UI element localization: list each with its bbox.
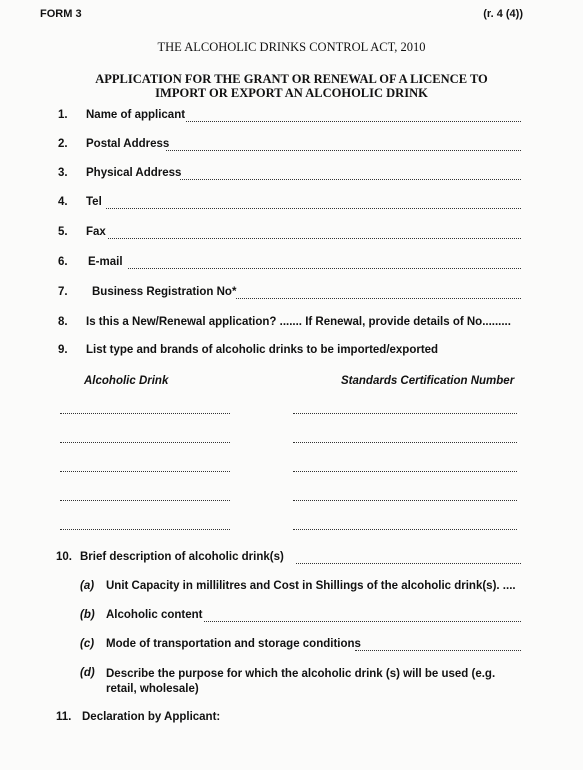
certification-number-input-line[interactable] bbox=[293, 413, 517, 414]
certification-number-input-line[interactable] bbox=[293, 500, 517, 501]
field-label: Postal Address bbox=[86, 138, 170, 150]
act-title: THE ALCOHOLIC DRINKS CONTROL ACT, 2010 bbox=[157, 40, 426, 54]
field-label[interactable]: Is this a New/Renewal application? ....... If Renewal, provide details of No......... bbox=[86, 316, 511, 328]
field-label: Physical Address bbox=[86, 167, 182, 179]
certification-number-input-line[interactable] bbox=[293, 442, 517, 443]
column-header-standards-certification: Standards Certification Number bbox=[341, 375, 515, 387]
column-header-alcoholic-drink: Alcoholic Drink bbox=[84, 375, 169, 387]
application-title bbox=[0, 72, 583, 100]
item-number: 4. bbox=[58, 196, 68, 208]
subfield-tag: (c) bbox=[80, 638, 95, 650]
subfield-label[interactable]: Describe the purpose for which the alcoholic drink (s) will be used (e.g. retail, wholesale) bbox=[106, 668, 496, 695]
application-title-line-1: APPLICATION FOR THE GRANT OR RENEWAL OF A LICENCE TO bbox=[95, 72, 488, 86]
field-label: Tel bbox=[86, 196, 102, 208]
subfield-transport-storage bbox=[0, 638, 583, 654]
certification-number-input-line[interactable] bbox=[293, 529, 517, 530]
transport-storage-input-line[interactable] bbox=[355, 650, 521, 651]
item-number: 5. bbox=[58, 226, 68, 238]
subfield-alcoholic-content bbox=[0, 609, 583, 625]
field-business-registration bbox=[0, 286, 583, 302]
field-email bbox=[0, 256, 583, 272]
drink-name-input-line[interactable] bbox=[60, 500, 230, 501]
field-brief-description bbox=[0, 551, 583, 567]
item-number: 10. bbox=[56, 551, 72, 563]
field-label: Name of applicant bbox=[86, 109, 186, 121]
field-label: E-mail bbox=[88, 256, 123, 268]
field-physical-address bbox=[0, 167, 583, 183]
item-number: 6. bbox=[58, 256, 68, 268]
field-name-of-applicant bbox=[0, 109, 583, 125]
alcoholic-content-input-line[interactable] bbox=[204, 621, 521, 622]
field-drink-list bbox=[0, 344, 583, 360]
application-title-line-2: IMPORT OR EXPORT AN ALCOHOLIC DRINK bbox=[155, 86, 428, 100]
physical-address-input-line[interactable] bbox=[180, 179, 521, 180]
field-label: List type and brands of alcoholic drinks to be imported/exported bbox=[86, 344, 439, 356]
item-number: 2. bbox=[58, 138, 68, 150]
field-application-type bbox=[0, 316, 583, 332]
item-number: 9. bbox=[58, 344, 68, 356]
subfield-label: Mode of transportation and storage conditions bbox=[106, 638, 361, 650]
item-number: 8. bbox=[58, 316, 68, 328]
item-number: 11. bbox=[56, 711, 72, 723]
drink-name-input-line[interactable] bbox=[60, 442, 230, 443]
field-postal-address bbox=[0, 138, 583, 154]
item-number: 1. bbox=[58, 109, 68, 121]
fax-input-line[interactable] bbox=[108, 238, 521, 239]
drink-name-input-line[interactable] bbox=[60, 413, 230, 414]
item-number: 7. bbox=[58, 286, 68, 298]
form-number: FORM 3 bbox=[40, 8, 82, 20]
field-label: Business Registration No* bbox=[92, 286, 237, 298]
business-registration-input-line[interactable] bbox=[236, 298, 521, 299]
subfield-tag: (a) bbox=[80, 580, 95, 592]
field-label: Declaration by Applicant: bbox=[82, 711, 221, 723]
item-number: 3. bbox=[58, 167, 68, 179]
subfield-label: Alcoholic content bbox=[106, 609, 203, 621]
field-label: Fax bbox=[86, 226, 106, 238]
subfield-tag: (d) bbox=[80, 667, 95, 679]
regulation-reference: (r. 4 (4)) bbox=[483, 8, 523, 20]
email-input-line[interactable] bbox=[128, 268, 521, 269]
postal-address-input-line[interactable] bbox=[166, 150, 521, 151]
drink-name-input-line[interactable] bbox=[60, 529, 230, 530]
field-fax bbox=[0, 226, 583, 242]
field-label: Brief description of alcoholic drink(s) bbox=[80, 551, 284, 563]
applicant-name-input-line[interactable] bbox=[186, 121, 521, 122]
brief-description-input-line[interactable] bbox=[296, 563, 521, 564]
tel-input-line[interactable] bbox=[106, 208, 521, 209]
subfield-label[interactable]: Unit Capacity in millilitres and Cost in Shillings of the alcoholic drink(s). .... bbox=[106, 580, 516, 592]
field-declaration bbox=[0, 711, 583, 727]
subfield-tag: (b) bbox=[80, 609, 95, 621]
subfield-unit-capacity bbox=[0, 580, 583, 596]
certification-number-input-line[interactable] bbox=[293, 471, 517, 472]
field-tel bbox=[0, 196, 583, 212]
drink-name-input-line[interactable] bbox=[60, 471, 230, 472]
